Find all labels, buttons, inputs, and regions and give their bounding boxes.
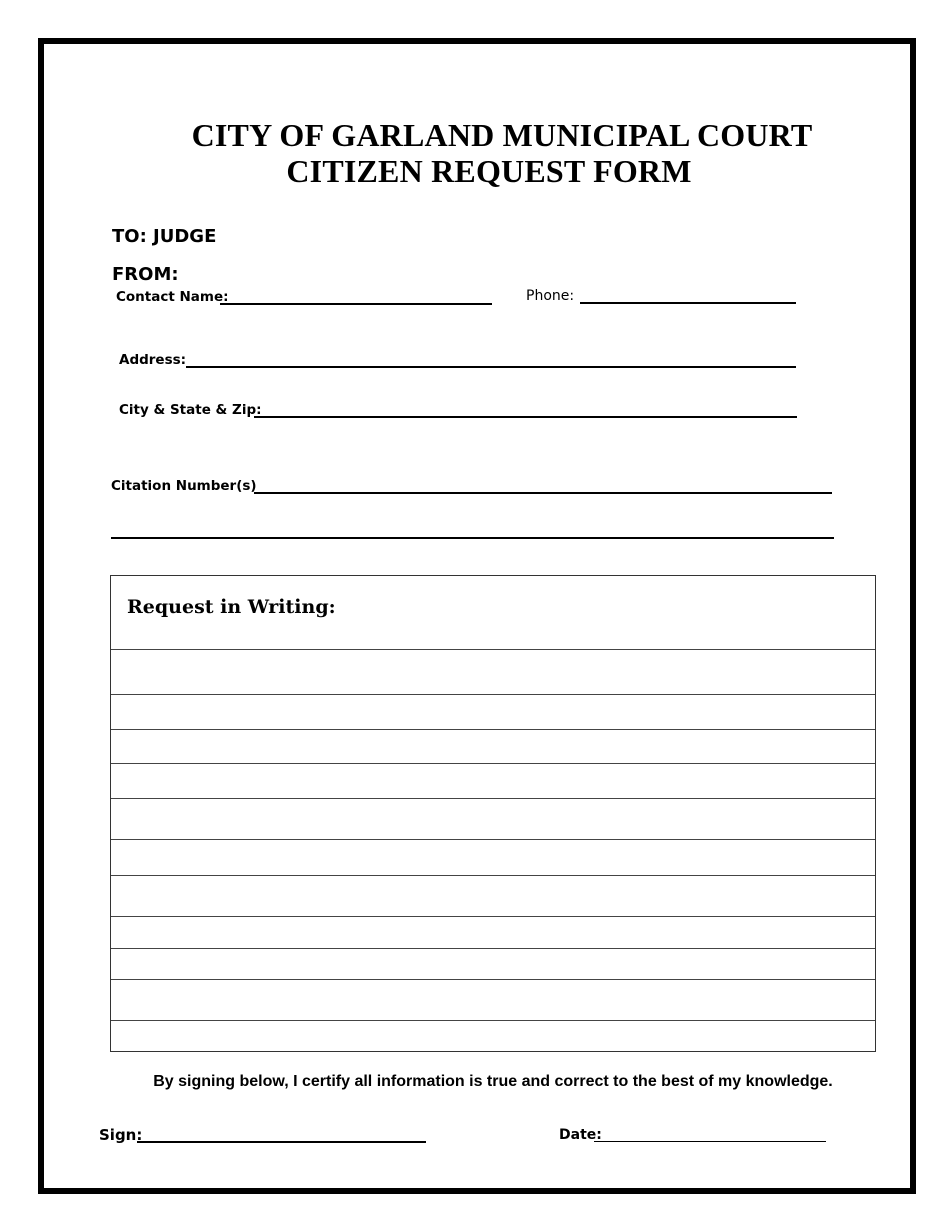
request-line bbox=[111, 729, 875, 730]
date-label: Date: bbox=[559, 1127, 602, 1143]
from-label: FROM: bbox=[112, 264, 179, 285]
request-line bbox=[111, 839, 875, 840]
request-line bbox=[111, 694, 875, 695]
request-heading: Request in Writing: bbox=[127, 596, 336, 618]
to-judge-label: TO: JUDGE bbox=[112, 226, 217, 247]
date-field[interactable] bbox=[594, 1141, 826, 1142]
address-label: Address: bbox=[119, 352, 187, 368]
request-line bbox=[111, 763, 875, 764]
request-line bbox=[111, 916, 875, 917]
city-state-zip-field[interactable] bbox=[254, 416, 797, 418]
form-title-line-1: CITY OF GARLAND MUNICIPAL COURT bbox=[191, 117, 813, 153]
citation-number-field-continued[interactable] bbox=[111, 537, 834, 539]
request-line bbox=[111, 948, 875, 949]
certification-statement: By signing below, I certify all information is true and correct to the best of my knowledge. bbox=[153, 1073, 833, 1090]
request-line bbox=[111, 979, 875, 980]
phone-field[interactable] bbox=[580, 302, 796, 304]
sign-label: Sign: bbox=[99, 1126, 143, 1144]
phone-label: Phone: bbox=[526, 288, 575, 304]
request-line bbox=[111, 875, 875, 876]
citation-number-field[interactable] bbox=[254, 492, 832, 494]
citation-number-label: Citation Number(s) bbox=[111, 478, 257, 494]
request-line bbox=[111, 649, 875, 650]
address-field[interactable] bbox=[186, 366, 796, 368]
signature-field[interactable] bbox=[137, 1141, 426, 1143]
request-in-writing-box[interactable] bbox=[110, 575, 876, 1052]
contact-name-field[interactable] bbox=[220, 303, 492, 305]
request-line bbox=[111, 1020, 875, 1021]
request-line bbox=[111, 798, 875, 799]
form-title-line-2: CITIZEN REQUEST FORM bbox=[286, 153, 692, 189]
contact-name-label: Contact Name: bbox=[116, 289, 229, 305]
city-state-zip-label: City & State & Zip: bbox=[119, 402, 262, 418]
